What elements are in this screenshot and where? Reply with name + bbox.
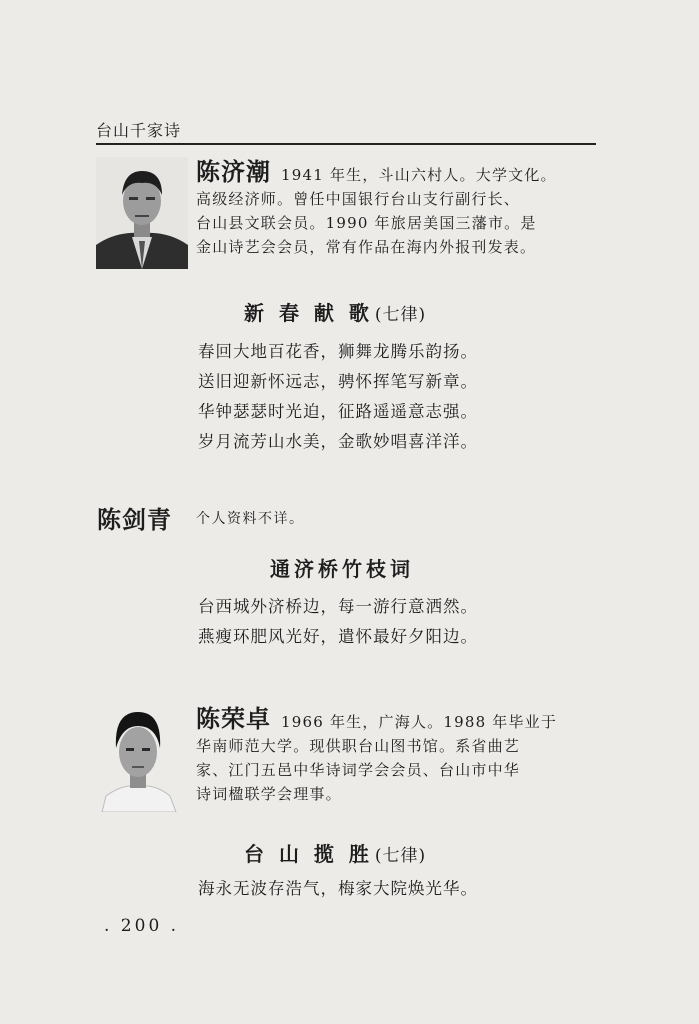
poem-body (198, 337, 478, 457)
bio-line: 诗词楹联学会理事。 (196, 785, 342, 803)
poem-form: (七律) (374, 305, 427, 325)
biography-3 (196, 707, 557, 806)
poem-verse: 燕瘦环肥风光好，遣怀最好夕阳边。 (198, 627, 478, 646)
page-number: . 200 . (104, 916, 180, 936)
poem-verse: 海永无波存浩气，梅家大院焕光华。 (198, 879, 478, 898)
poem-title: 台 山 揽 胜 (七律) (244, 842, 427, 866)
poem-title: 通济桥竹枝词 (270, 557, 414, 581)
header-rule (96, 143, 596, 145)
poem-verse: 春回大地百花香，狮舞龙腾乐韵扬。 (198, 342, 478, 361)
portrait-photo-1 (96, 157, 188, 269)
running-title: 台山千家诗 (96, 121, 182, 140)
bio-line: 金山诗艺会会员，常有作品在海内外报刊发表。 (196, 238, 537, 256)
author-name: 陈剑青 (97, 506, 172, 534)
poem-body (198, 874, 478, 904)
poem-verse: 台西城外济桥边，每一游行意洒然。 (198, 597, 478, 616)
author-name: 陈济潮 (196, 158, 271, 186)
bio-line: 华南师范大学。现供职台山图书馆。系省曲艺 (196, 737, 521, 755)
bio-line: 1966 年生，广海人。1988 年毕业于 (281, 713, 558, 731)
author-note: 个人资料不详。 (196, 511, 305, 527)
poem-title: 新 春 献 歌 (七律) (244, 301, 427, 325)
poem-body (198, 592, 478, 652)
portrait-photo-2 (96, 704, 180, 812)
bio-line: 台山县文联会员。1990 年旅居美国三藩市。是 (196, 214, 537, 232)
author-name: 陈荣卓 (196, 705, 271, 733)
biography-1 (196, 160, 557, 259)
bio-line: 家、江门五邑中华诗词学会会员、台山市中华 (196, 761, 521, 779)
poem-verse: 送旧迎新怀远志，骋怀挥笔写新章。 (198, 372, 478, 391)
poem-form: (七律) (374, 846, 427, 866)
bio-line: 1941 年生，斗山六村人。大学文化。 (281, 166, 557, 184)
poem-verse: 岁月流芳山水美，金歌妙唱喜洋洋。 (198, 432, 478, 451)
bio-line: 高级经济师。曾任中国银行台山支行副行长、 (196, 190, 521, 208)
poem-verse: 华钟瑟瑟时光迫，征路遥遥意志强。 (198, 402, 478, 421)
